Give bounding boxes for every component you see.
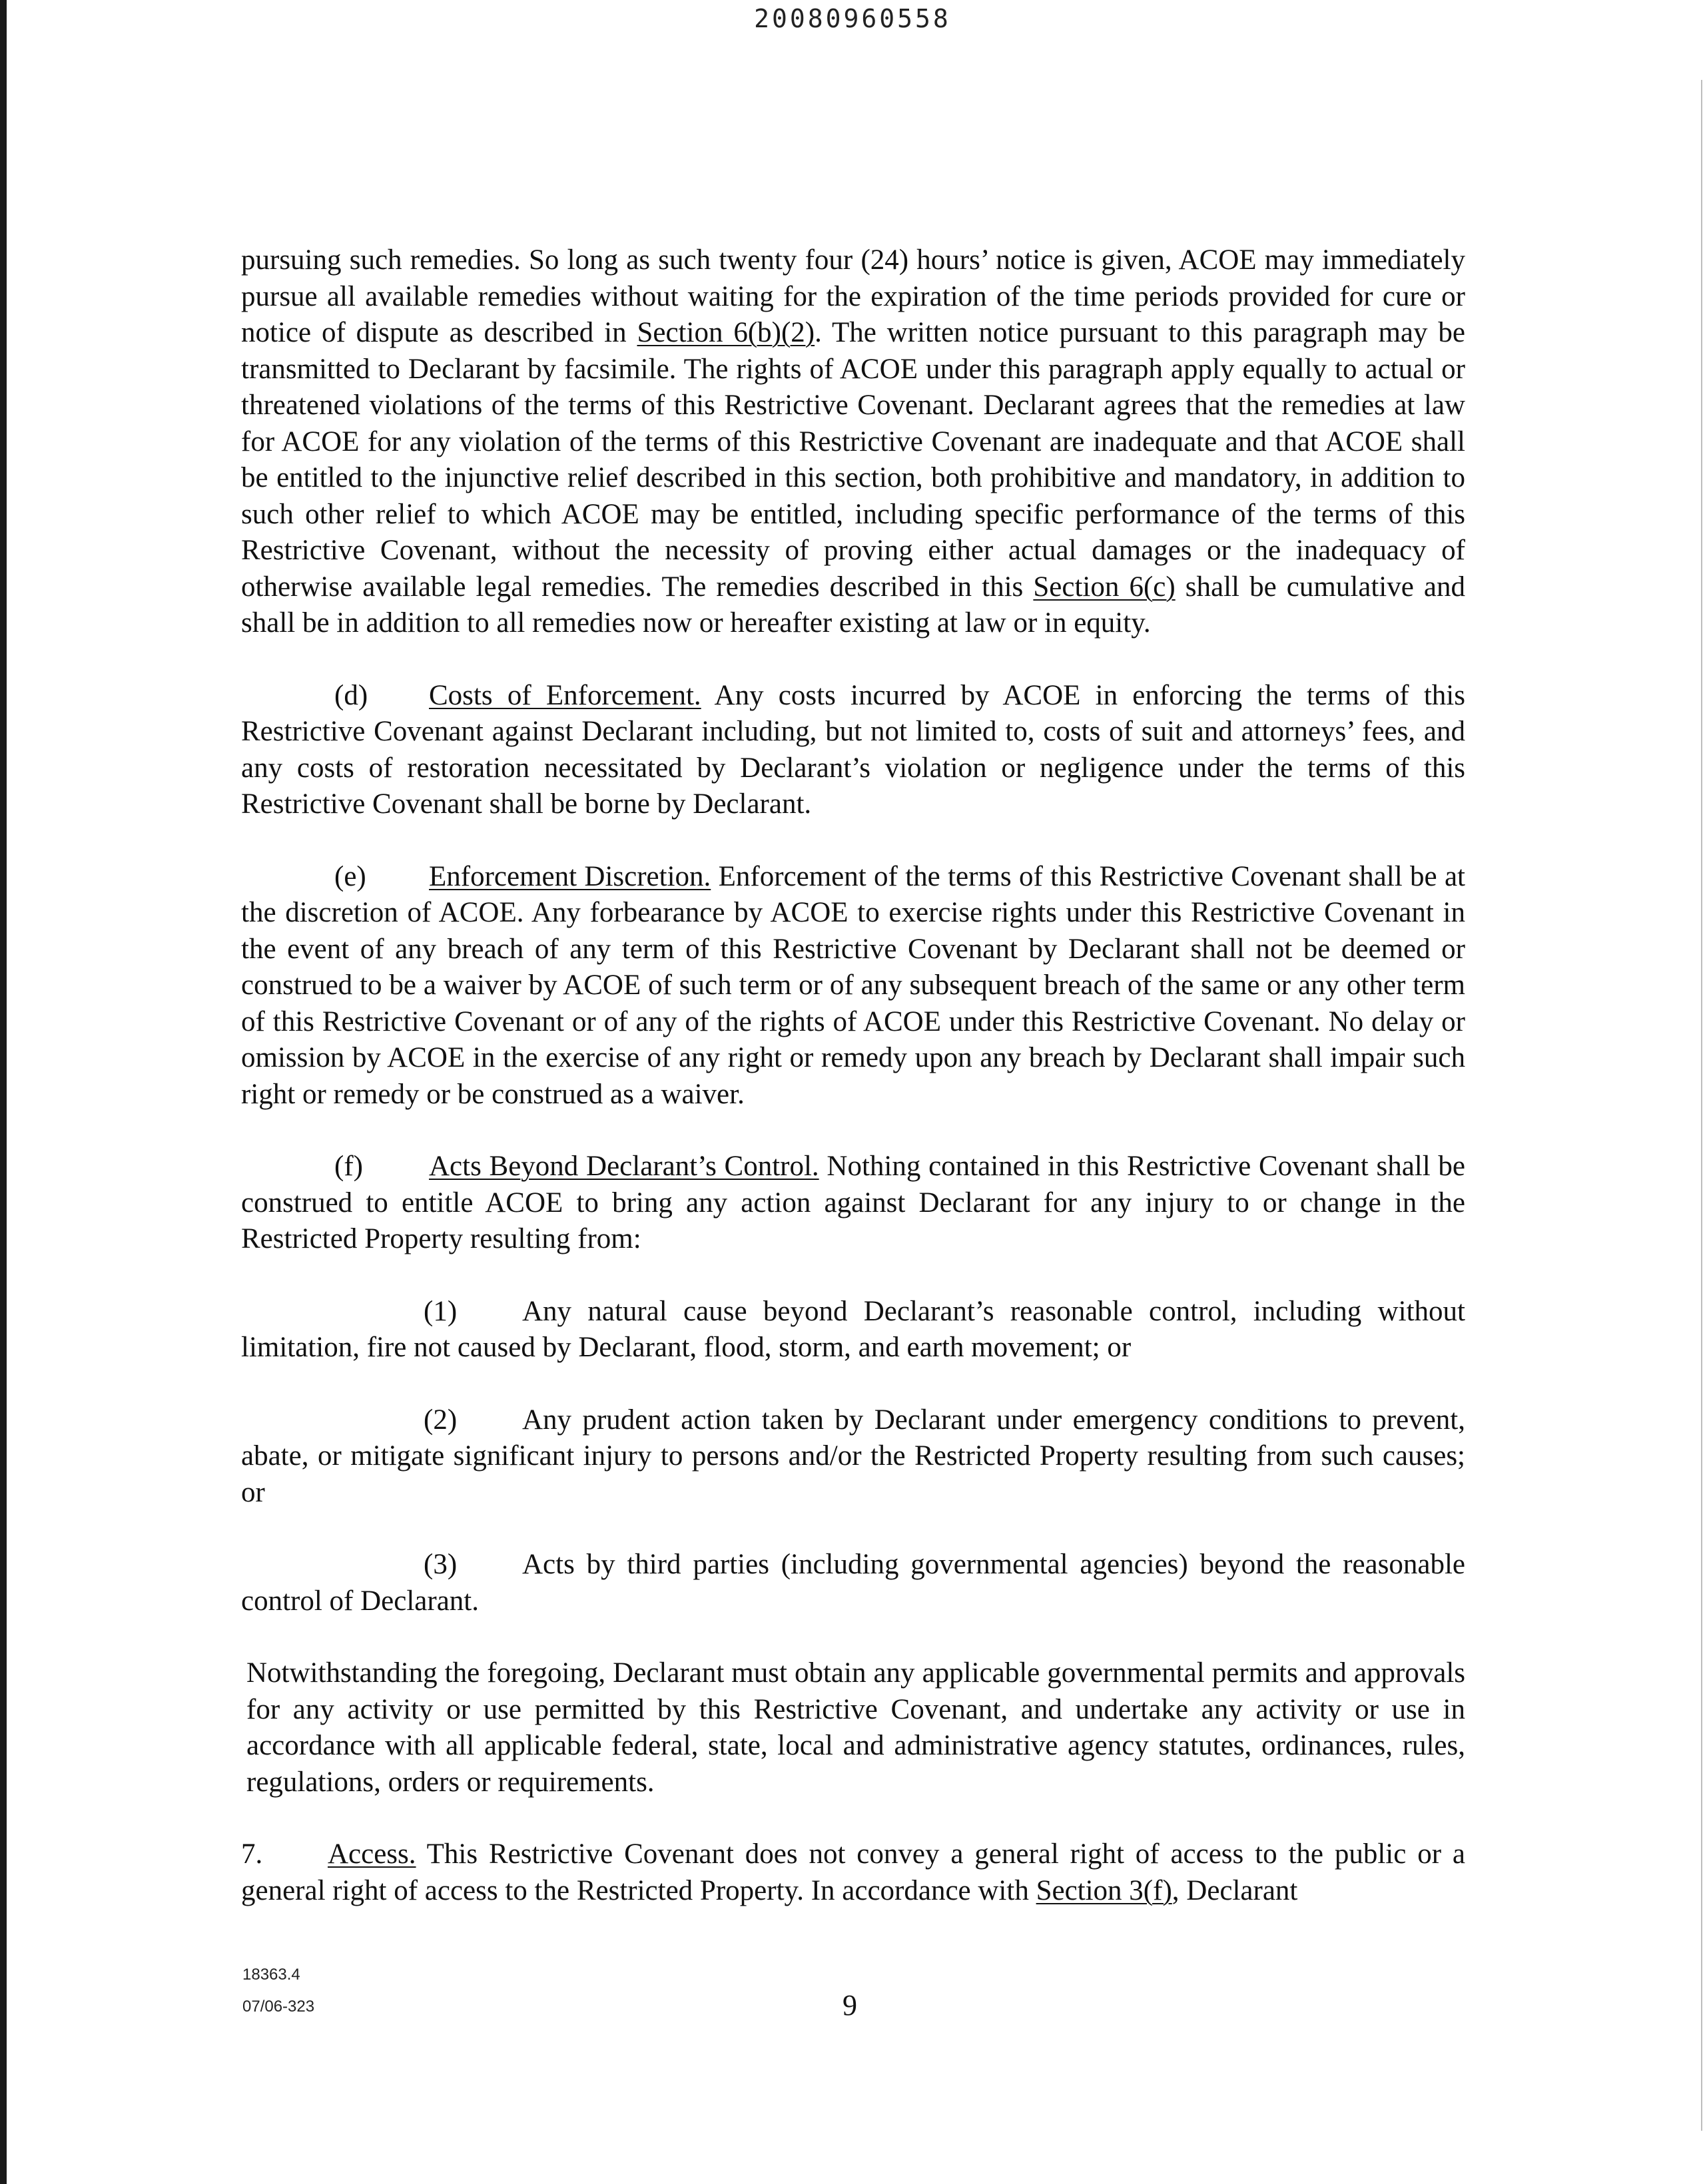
scan-right-edge bbox=[1701, 80, 1702, 2131]
page-number: 9 bbox=[843, 1989, 857, 2022]
list-item-text: Acts by third parties (including governmental agencies) beyond the reasonable control of Declarant. bbox=[241, 1549, 1465, 1617]
subsection-heading: Acts Beyond Declarant’s Control. bbox=[429, 1151, 819, 1182]
section-reference: Section 6(b)(2) bbox=[637, 317, 815, 348]
subsection-heading: Costs of Enforcement. bbox=[429, 679, 701, 711]
paragraph-text: pursuing such remedies. So long as such twenty four (24) hours’ notice is given, ACOE may immediately pursue all available remedies without waiting for the expiration of the time periods provided for cure or notice of dispute as described in bbox=[241, 244, 1465, 348]
paragraph-text: Enforcement of the terms of this Restrictive Covenant shall be at the discretion of ACOE. Any forbearance by ACOE to exercise rights under this Restrictive Covenant in the event of any breach of any term of this Restrictive Covenant by Declarant shall not be deemed or construed to be a waiver by ACOE of such term or of any subsequent breach of the same or any other term of this Restrictive Covenant or of any of the rights of ACOE under this Restrictive Covenant. No delay or omission by ACOE in the exercise of any right or remedy upon any breach by Declarant shall impair such right or remedy or be construed as a waiver. bbox=[241, 860, 1465, 1110]
paragraph-acts-beyond-control bbox=[241, 1149, 1465, 1258]
subsection-marker: (e) bbox=[334, 860, 366, 892]
paragraph-text: shall be cumulative and shall be in addition to all remedies now or hereafter existing at law or in equity. bbox=[241, 571, 1466, 639]
paragraph-costs-of-enforcement bbox=[241, 678, 1465, 823]
footer-document-code: 18363.4 bbox=[242, 1966, 300, 1984]
list-item-natural-cause bbox=[241, 1294, 1465, 1366]
paragraph-access bbox=[241, 1836, 1465, 1909]
list-marker: (3) bbox=[424, 1549, 458, 1580]
paragraph-remedies bbox=[241, 242, 1465, 642]
paragraph-text: , Declarant bbox=[1172, 1874, 1298, 1906]
list-item-prudent-action bbox=[241, 1402, 1465, 1511]
list-item-third-parties bbox=[241, 1547, 1465, 1619]
paragraph-text: Any costs incurred by ACOE in enforcing the terms of this Restrictive Covenant against Declarant including, but not limited to, costs of suit and attorneys’ fees, and any costs of restoration necessitated by Declarant’s violation or negligence under the terms of this Restrictive Covenant shall be borne by Declarant. bbox=[241, 679, 1465, 820]
subsection-heading: Enforcement Discretion. bbox=[429, 860, 711, 892]
document-body bbox=[241, 242, 1465, 1945]
paragraph-text: . The written notice pursuant to this paragraph may be transmitted to Declarant by facsimile. The rights of ACOE under this paragraph apply equally to actual or threatened violations of the terms of this Restrictive Covenant. Declarant agrees that the remedies at law for ACOE for any violation of the terms of this Restrictive Covenant are inadequate and that ACOE shall be entitled to the injunctive relief described in this section, both prohibitive and mandatory, in addition to such other relief to which ACOE may be entitled, including specific performance of the terms of this Restrictive Covenant, without the necessity of proving either actual damages or the inadequacy of otherwise available legal remedies. The remedies described in this bbox=[241, 317, 1465, 603]
scan-left-edge bbox=[0, 0, 7, 2184]
footer-revision-code: 07/06-323 bbox=[242, 1998, 315, 2016]
section-marker: 7. bbox=[241, 1838, 263, 1870]
list-item-text: Any natural cause beyond Declarant’s reasonable control, including without limitation, fire not caused by Declarant, flood, storm, and earth movement; or bbox=[241, 1295, 1465, 1363]
paragraph-notwithstanding: Notwithstanding the foregoing, Declarant must obtain any applicable governmental permits and approvals for any activity or use permitted by this Restrictive Covenant, and undertake any activity or use in accordance with all applicable federal, state, local and administrative agency statutes, ordinances, rules, regulations, orders or requirements. bbox=[246, 1657, 1465, 1798]
list-marker: (2) bbox=[424, 1404, 458, 1436]
paragraph-text: This Restrictive Covenant does not convey a general right of access to the public or a general right of access to the Restricted Property. In accordance with bbox=[241, 1838, 1465, 1906]
paragraph-text: Nothing contained in this Restrictive Covenant shall be construed to entitle ACOE to bring any action against Declarant for any injury to or change in the Restricted Property resulting from: bbox=[241, 1151, 1465, 1254]
section-reference: Section 6(c) bbox=[1033, 571, 1176, 603]
document-number: 20080960558 bbox=[754, 4, 951, 33]
section-heading: Access. bbox=[328, 1838, 416, 1870]
list-item-text: Any prudent action taken by Declarant under emergency conditions to prevent, abate, or mitigate significant injury to persons and/or the Restricted Property resulting from such causes; or bbox=[241, 1404, 1465, 1508]
subsection-marker: (d) bbox=[334, 679, 368, 711]
subsection-marker: (f) bbox=[334, 1151, 363, 1182]
paragraph-enforcement-discretion bbox=[241, 859, 1465, 1113]
list-marker: (1) bbox=[424, 1295, 458, 1327]
section-reference: Section 3(f) bbox=[1036, 1874, 1172, 1906]
